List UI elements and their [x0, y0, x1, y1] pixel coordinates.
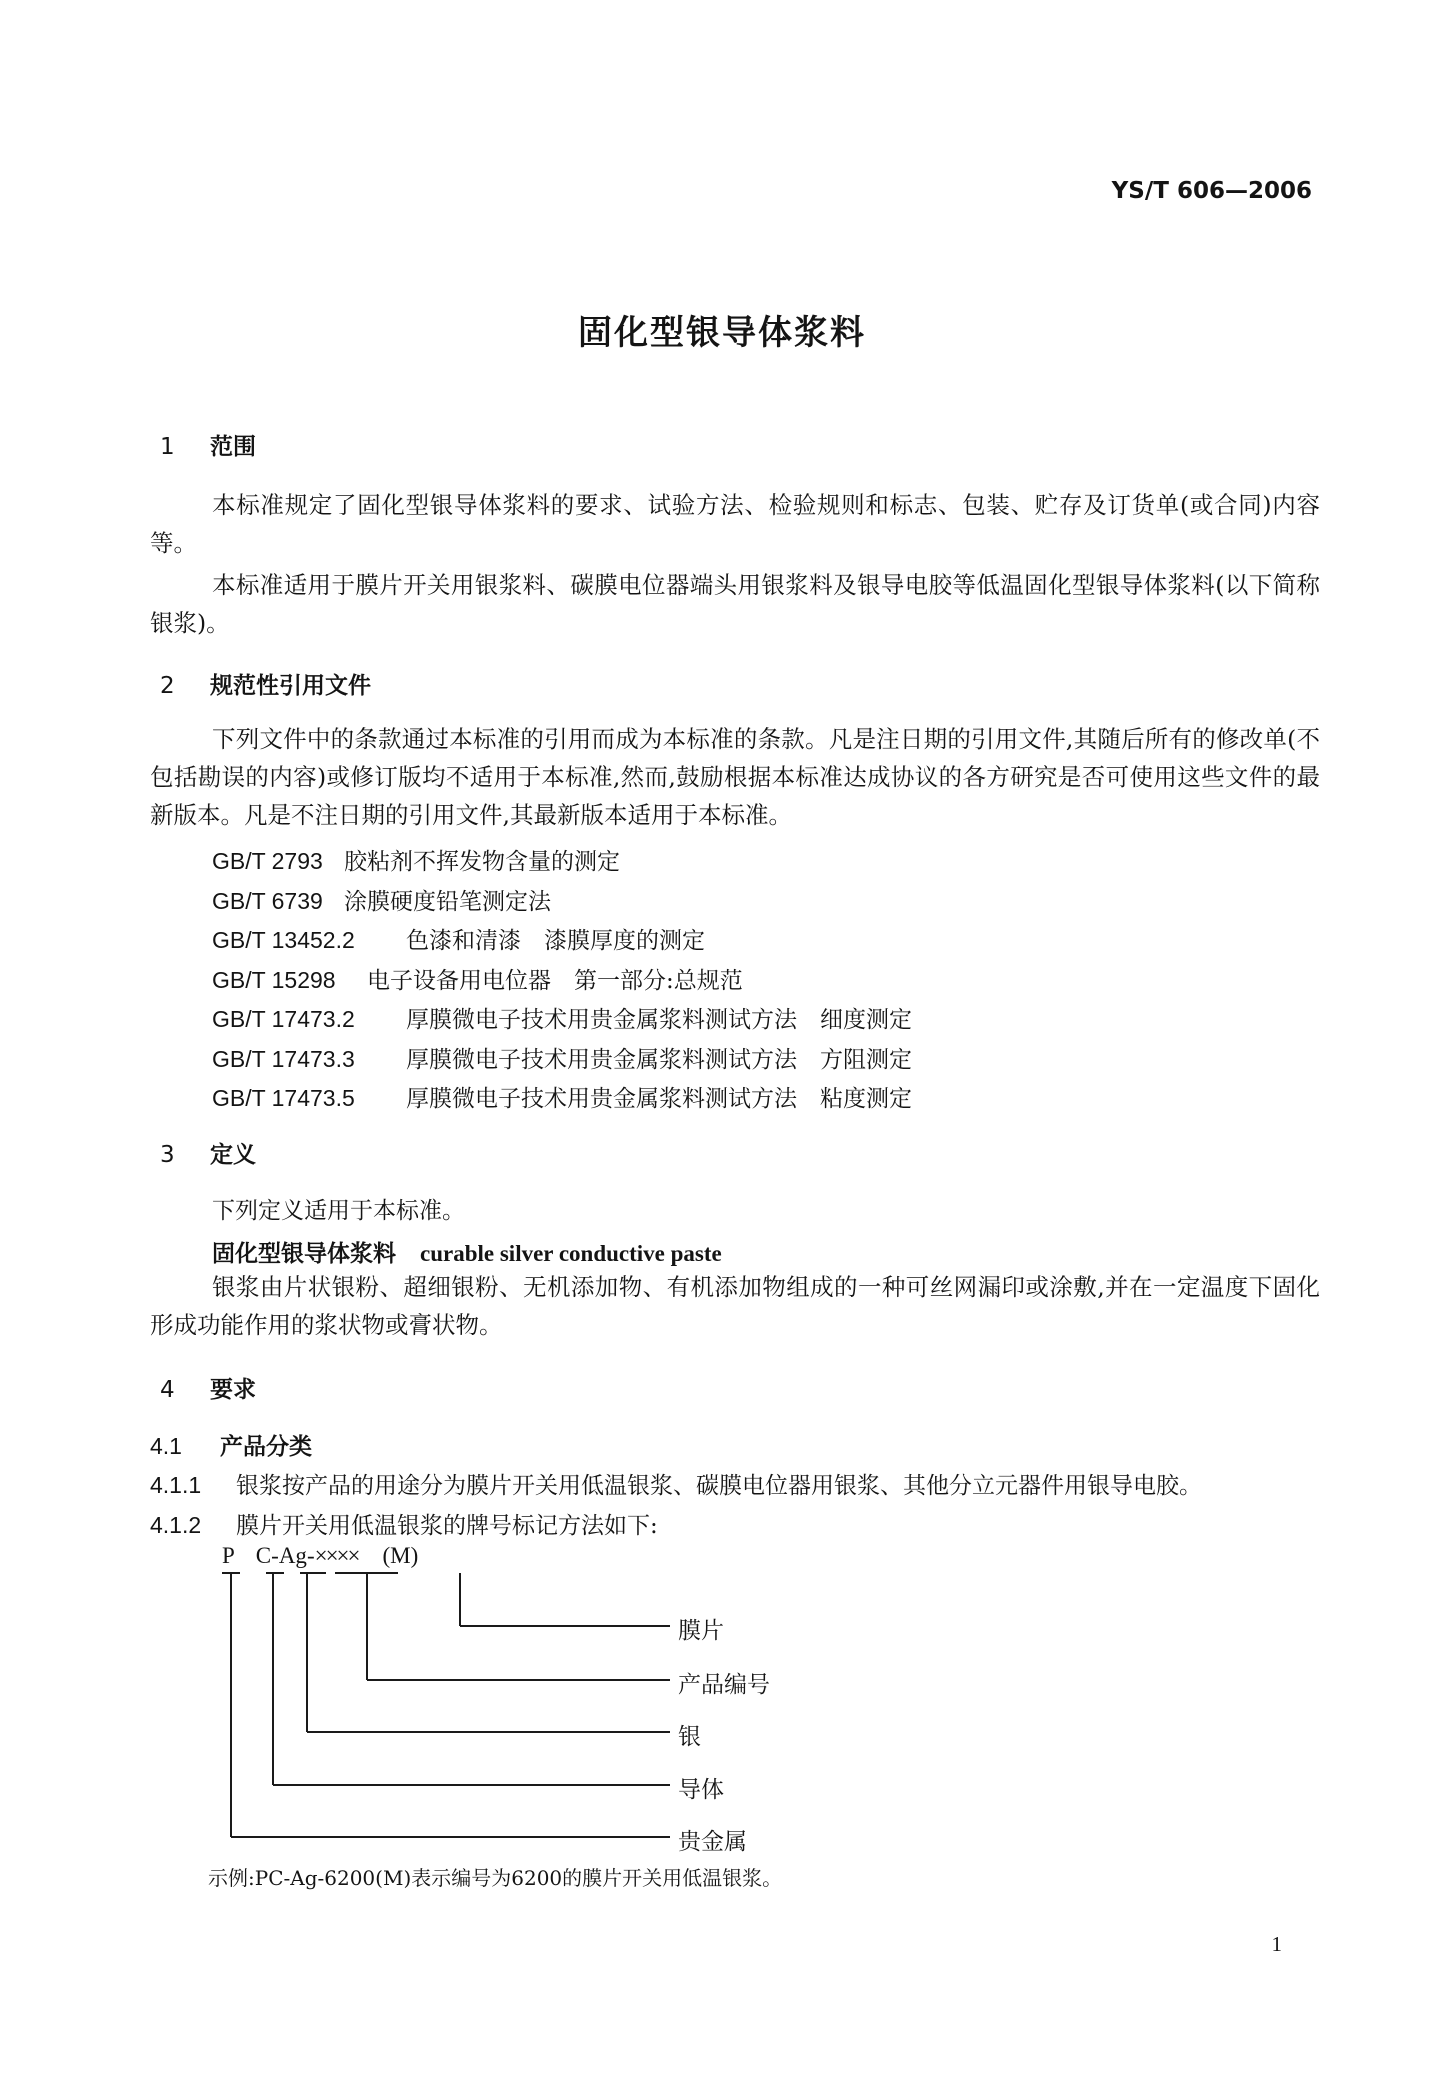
clause-4-1-2-number: 4.1.2: [150, 1512, 202, 1538]
clause-4-1-1-text: 银浆按产品的用途分为膜片开关用低温银浆、碳膜电位器用银浆、其他分立元器件用银导电胶。: [236, 1473, 1202, 1499]
section-4-number: 4: [160, 1377, 175, 1403]
section-1-paragraph-2: 本标准适用于膜片开关用银浆料、碳膜电位器端头用银浆料及银导电胶等低温固化型银导体浆料(以下简称银浆)。: [150, 571, 1320, 637]
term-english: curable silver conductive paste: [420, 1241, 722, 1266]
section-4-title: 要求: [210, 1377, 256, 1403]
reference-code: GB/T 17473.5: [212, 1085, 355, 1111]
standard-code: YS/T 606—2006: [1111, 178, 1312, 204]
subsection-4-1-title: 产品分类: [220, 1434, 312, 1460]
code-part-dash-2: -: [306, 1543, 315, 1568]
page-number: 1: [1271, 1932, 1282, 1956]
section-3-title: 定义: [210, 1142, 256, 1168]
reference-code: GB/T 17473.3: [212, 1046, 355, 1072]
reference-code: GB/T 17473.2: [212, 1006, 355, 1032]
reference-title: 厚膜微电子技术用贵金属浆料测试方法 方阻测定: [406, 1047, 912, 1073]
section-1-number: 1: [160, 434, 175, 460]
code-part-c: C: [255, 1543, 272, 1568]
subsection-4-1-number: 4.1: [150, 1433, 182, 1459]
code-part-dash-1: -: [271, 1543, 279, 1568]
label-silver: 银: [678, 1724, 701, 1750]
section-2-paragraph-1: 下列文件中的条款通过本标准的引用而成为本标准的条款。凡是注日期的引用文件,其随后所有的修改单(不包括勘误的内容)或修订版均不适用于本标准,然而,鼓励根据本标准达成协议的各方研究是否可使用这些文件的最新版本。凡是不注日期的引用文件,其最新版本适用于本标准。: [150, 725, 1320, 829]
reference-title: 胶粘剂不挥发物含量的测定: [344, 849, 620, 875]
reference-title: 涂膜硬度铅笔测定法: [344, 889, 551, 915]
term-definition: 银浆由片状银粉、超细银粉、无机添加物、有机添加物组成的一种可丝网漏印或涂敷,并在一定温度下固化形成功能作用的浆状物或膏状物。: [150, 1273, 1320, 1339]
reference-title: 厚膜微电子技术用贵金属浆料测试方法 细度测定: [406, 1007, 912, 1033]
label-product-number: 产品编号: [678, 1672, 770, 1698]
section-3-paragraph-1: 下列定义适用于本标准。: [212, 1198, 465, 1224]
label-membrane: 膜片: [678, 1618, 724, 1644]
label-conductor: 导体: [678, 1777, 724, 1803]
section-2-number: 2: [160, 673, 175, 699]
reference-title: 厚膜微电子技术用贵金属浆料测试方法 粘度测定: [406, 1086, 912, 1112]
reference-title: 色漆和清漆 漆膜厚度的测定: [406, 928, 705, 954]
example-note: 示例:PC-Ag-6200(M)表示编号为6200的膜片开关用低温银浆。: [208, 1866, 783, 1890]
code-part-number: ××××: [314, 1543, 359, 1568]
reference-code: GB/T 2793: [212, 848, 323, 874]
reference-code: GB/T 13452.2: [212, 927, 355, 953]
reference-code: GB/T 15298: [212, 967, 336, 993]
label-precious-metal: 贵金属: [678, 1829, 747, 1855]
document-title: 固化型银导体浆料: [578, 313, 866, 353]
code-part-p: P: [222, 1543, 235, 1568]
term-chinese: 固化型银导体浆料: [212, 1241, 396, 1267]
reference-code: GB/T 6739: [212, 888, 323, 914]
clause-4-1-2-text: 膜片开关用低温银浆的牌号标记方法如下:: [236, 1513, 658, 1539]
section-3-number: 3: [160, 1142, 175, 1168]
section-2-title: 规范性引用文件: [210, 673, 371, 699]
section-1-paragraph-1: 本标准规定了固化型银导体浆料的要求、试验方法、检验规则和标志、包装、贮存及订货单(或合同)内容等。: [150, 491, 1320, 557]
code-part-ag: Ag: [278, 1543, 307, 1568]
section-1-title: 范围: [210, 434, 256, 460]
clause-4-1-1-number: 4.1.1: [150, 1472, 202, 1498]
reference-title: 电子设备用电位器 第一部分:总规范: [367, 968, 743, 994]
code-part-m: (M): [382, 1543, 419, 1568]
